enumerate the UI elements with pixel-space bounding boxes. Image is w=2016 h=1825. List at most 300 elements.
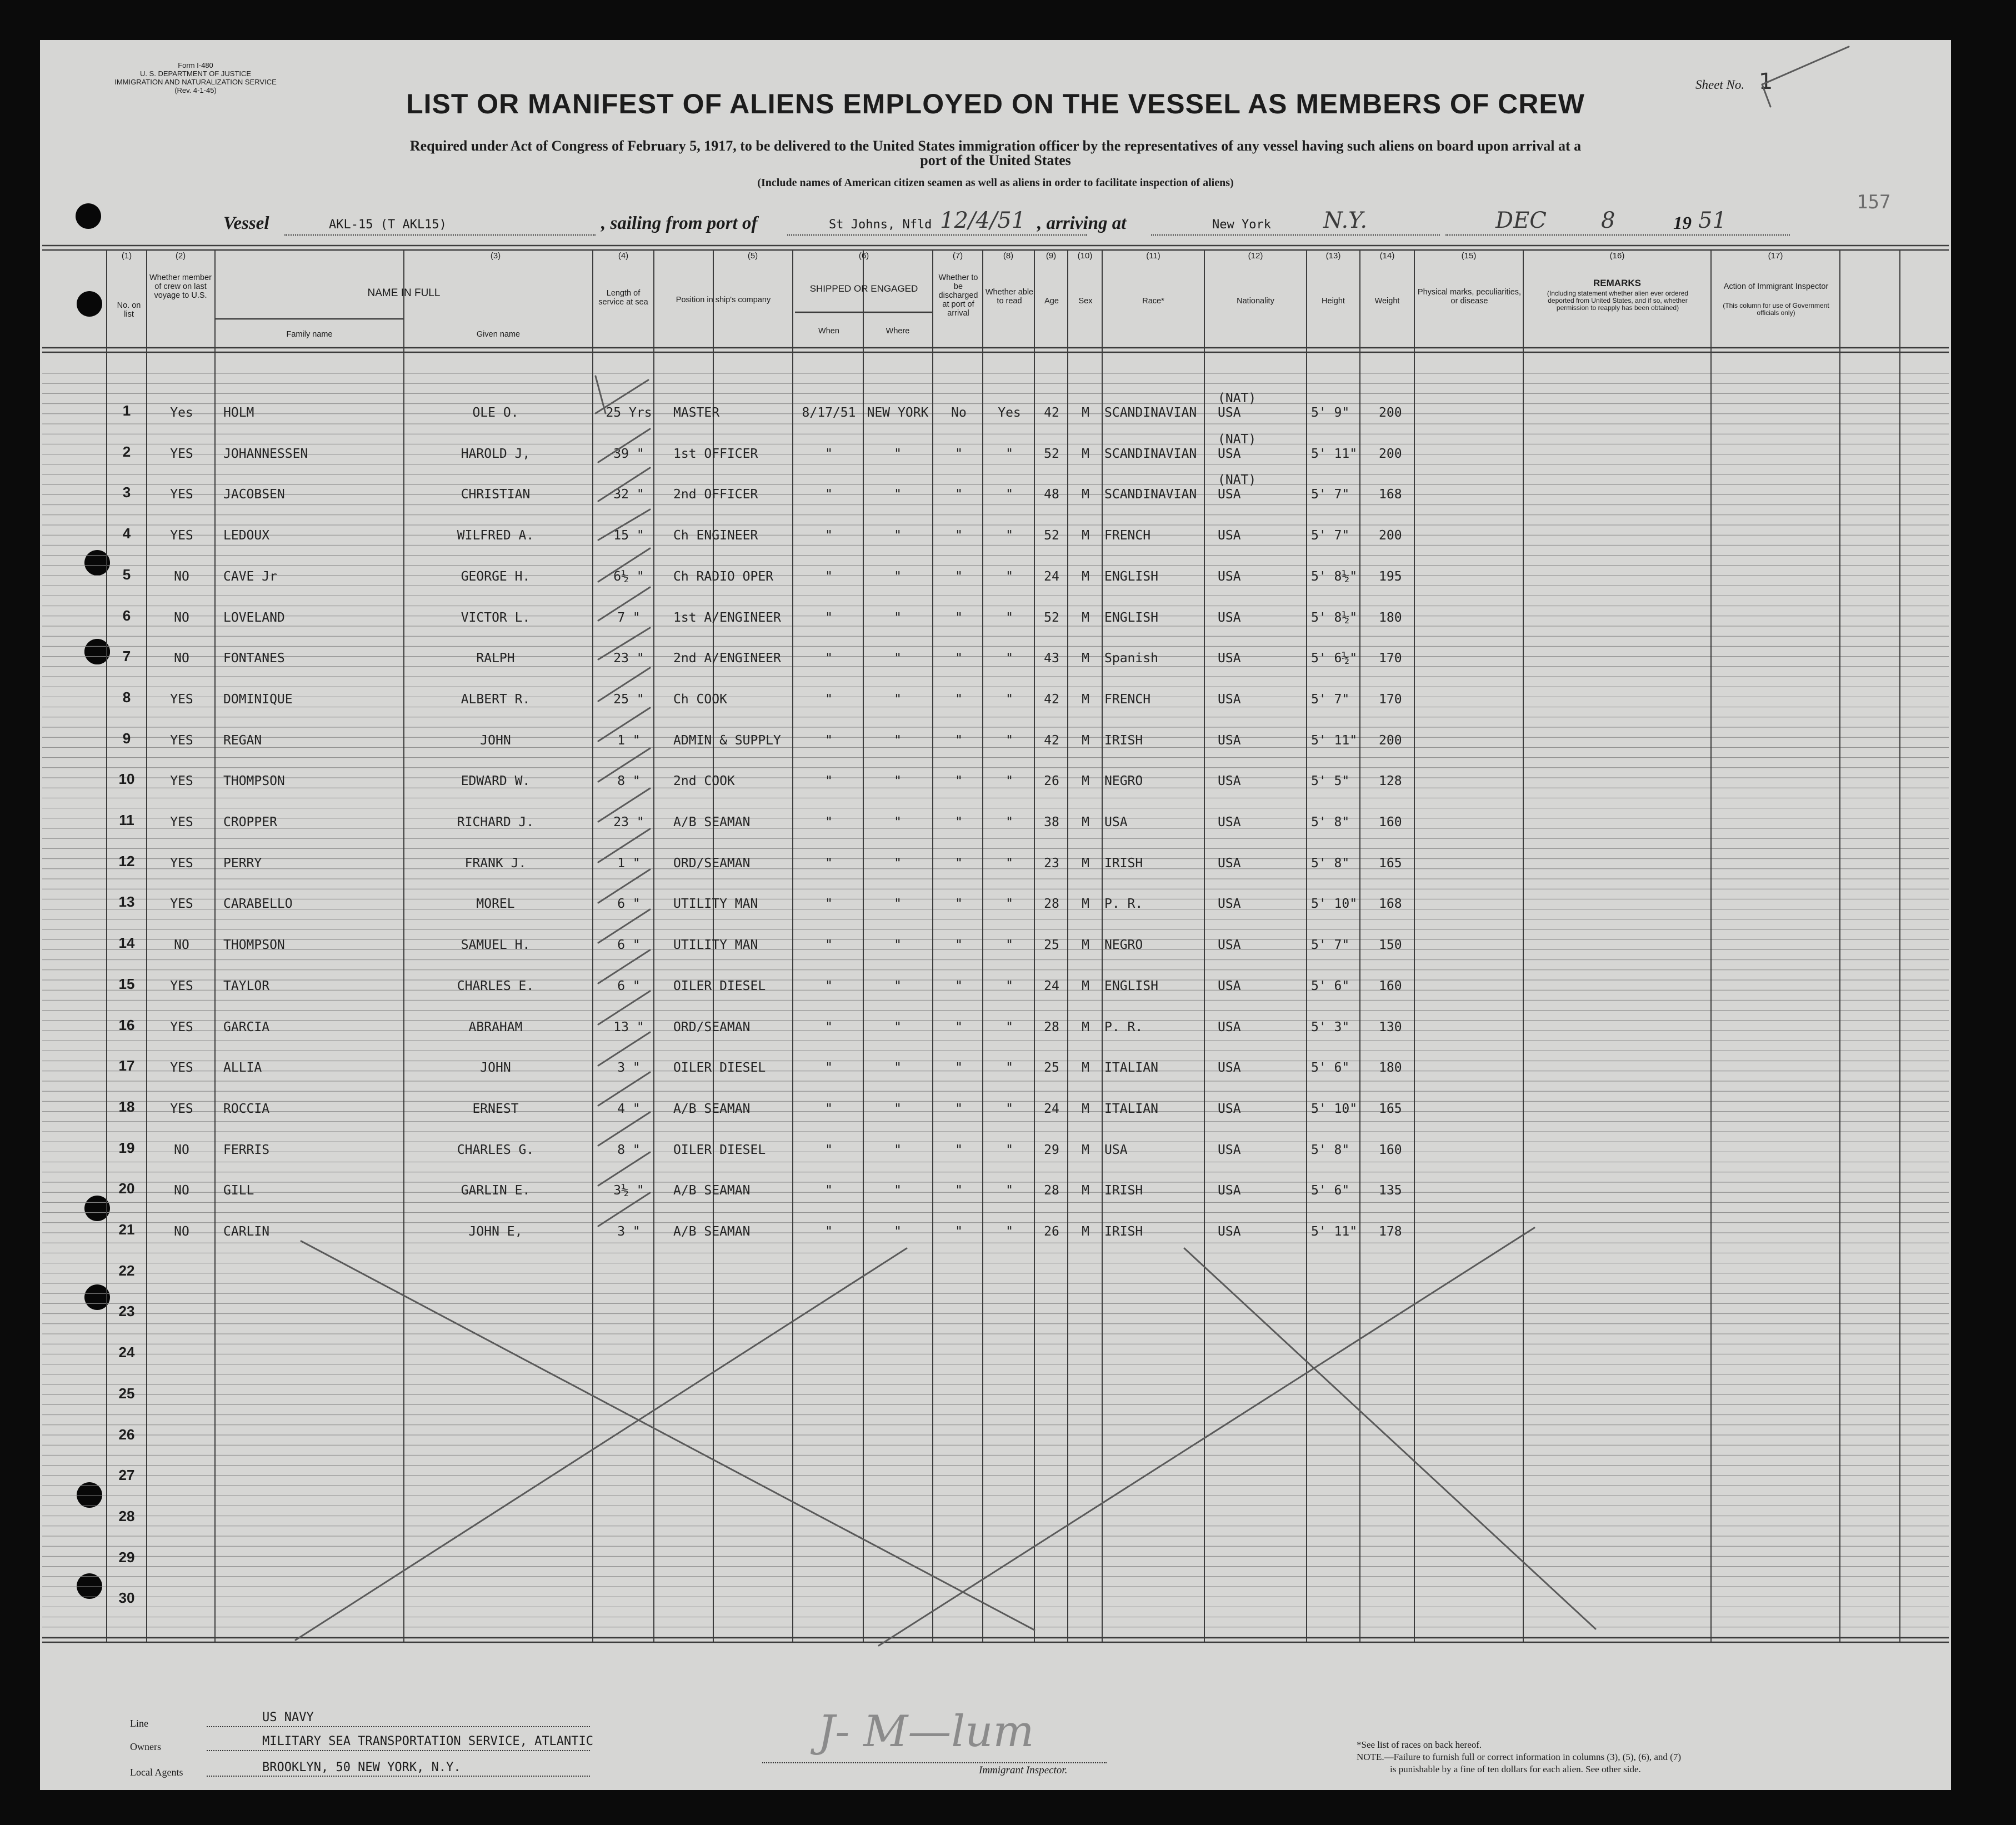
col-header-age: Age [1044, 297, 1059, 306]
row-number: 22 [118, 1262, 135, 1279]
cell-age: 29 [1044, 1142, 1059, 1157]
cell-where: NEW YORK [867, 406, 929, 420]
cell-weight: 200 [1379, 406, 1402, 420]
cell-nationality: USA [1218, 733, 1241, 748]
cell-age: 23 [1044, 856, 1059, 871]
cell-race: ENGLISH [1104, 978, 1158, 993]
cell-sex: M [1082, 978, 1089, 993]
cell-when: " [825, 733, 833, 748]
cell-prev: YES [170, 856, 193, 871]
cell-height: 5' 7" [1311, 692, 1350, 707]
cell-nationality: USA [1218, 978, 1241, 993]
cell-where: " [894, 1019, 902, 1034]
row-number: 6 [122, 607, 131, 624]
row-number: 28 [118, 1507, 135, 1524]
cell-where: " [894, 487, 902, 502]
cell-race: SCANDINAVIAN [1104, 446, 1197, 461]
cell-weight: 180 [1379, 610, 1402, 625]
cell-weight: 168 [1379, 897, 1402, 912]
cell-weight: 170 [1379, 651, 1402, 666]
cell-nationality: USA [1218, 406, 1241, 420]
date-month: DEC [1495, 208, 1547, 233]
cell-weight: 170 [1379, 692, 1402, 707]
cell-family: FONTANES [223, 651, 285, 666]
cell-prev: YES [170, 1061, 193, 1076]
port-date: 12/4/51 [940, 208, 1026, 233]
cell-given: OLE O. [472, 406, 519, 420]
col-header-action-note: (This column for use of Government officials only) [1723, 302, 1829, 317]
cell-prev: YES [170, 733, 193, 748]
cell-read: " [1006, 897, 1013, 912]
page-stamp: 157 [1857, 191, 1891, 213]
inspector-signature: J- M—lum [818, 1707, 1034, 1757]
year-suffix: 51 [1698, 208, 1727, 233]
cell-nationality: USA [1218, 487, 1241, 502]
cell-nationality: USA [1218, 815, 1241, 829]
cell-prev: YES [170, 774, 193, 789]
page-subtitle-note: (Include names of American citizen seamen as well as aliens in order to facilitate inspection of aliens) [757, 177, 1234, 189]
cell-when: " [825, 1101, 833, 1116]
cell-discharged: " [955, 1019, 963, 1034]
cell-weight: 160 [1379, 1142, 1402, 1157]
row-number: 27 [118, 1467, 135, 1484]
cell-prev: YES [170, 897, 193, 912]
cell-age: 24 [1044, 978, 1059, 993]
cell-discharged: " [955, 446, 963, 461]
cell-family: TAYLOR [223, 978, 270, 993]
column-number: (4) [618, 251, 629, 261]
cell-discharged: " [955, 897, 963, 912]
cell-nationality: USA [1218, 1101, 1241, 1116]
cell-position: A/B SEAMAN [673, 815, 751, 829]
cell-prev: YES [170, 1019, 193, 1034]
cell-when: " [825, 446, 833, 461]
cell-service: 8 " [617, 774, 641, 789]
cell-nationality: USA [1218, 1061, 1241, 1076]
cell-height: 5' 8" [1311, 856, 1350, 871]
cell-prev: NO [174, 569, 189, 584]
cell-service: 6 " [617, 978, 641, 993]
cell-given: EDWARD W. [461, 774, 531, 789]
cell-position: A/B SEAMAN [673, 1183, 751, 1198]
cell-sex: M [1082, 1224, 1089, 1239]
row-number: 23 [118, 1303, 135, 1320]
cell-given: JOHN [480, 1061, 511, 1076]
row-number: 18 [118, 1098, 135, 1115]
row-number: 14 [118, 934, 135, 952]
cell-when: " [825, 1183, 833, 1198]
cell-position: 2nd OFFICER [673, 487, 758, 502]
cell-height: 5' 10" [1311, 1101, 1358, 1116]
cell-discharged: " [955, 528, 963, 543]
col-header-race: Race* [1142, 297, 1164, 306]
date-day: 8 [1601, 208, 1615, 233]
cell-nationality: USA [1218, 774, 1241, 789]
cell-age: 24 [1044, 569, 1059, 584]
cell-read: " [1006, 692, 1013, 707]
cell-age: 42 [1044, 406, 1059, 420]
cell-race: FRENCH [1104, 528, 1151, 543]
cell-height: 5' 6" [1311, 1061, 1350, 1076]
owners-value: MILITARY SEA TRANSPORTATION SERVICE, ATLANTIC [262, 1734, 594, 1748]
cell-height: 5' 11" [1311, 1224, 1358, 1239]
cell-family: CROPPER [223, 815, 277, 829]
cell-race: IRISH [1104, 1183, 1143, 1198]
cell-nationality: USA [1218, 1224, 1241, 1239]
cell-position: 1st OFFICER [673, 446, 758, 461]
cell-when: " [825, 1224, 833, 1239]
cell-given: FRANK J. [464, 856, 527, 871]
agents-label: Local Agents [130, 1767, 183, 1778]
cell-race: IRISH [1104, 733, 1143, 748]
col-header-sex: Sex [1078, 297, 1093, 306]
col-header-remarks-note: (Including statement whether alien ever ordered deported from United States, and if so, whether permission to reapply has been obtained) [1547, 289, 1689, 312]
column-number: (16) [1609, 251, 1625, 261]
cell-height: 5' 6" [1311, 1183, 1350, 1198]
cell-age: 48 [1044, 487, 1059, 502]
cell-prev: NO [174, 938, 189, 953]
row-number: 24 [118, 1344, 135, 1361]
col-header-where: Where [886, 327, 910, 336]
cell-when: " [825, 897, 833, 912]
cell-position: MASTER [673, 406, 720, 420]
cell-sex: M [1082, 938, 1089, 953]
cell-service: 13 " [613, 1019, 644, 1034]
cell-weight: 168 [1379, 487, 1402, 502]
row-number: 29 [118, 1548, 135, 1566]
col-header-action: Action of Immigrant Inspector [1723, 282, 1829, 291]
cell-nationality: USA [1218, 1183, 1241, 1198]
cell-sex: M [1082, 406, 1089, 420]
column-number: (10) [1077, 251, 1093, 261]
col-header-when: When [818, 327, 839, 336]
cell-prev: NO [174, 1142, 189, 1157]
cell-family: CARABELLO [223, 897, 293, 912]
footnote-fine-cont: is punishable by a fine of ten dollars for each alien. See other side. [1390, 1764, 1641, 1774]
cell-where: " [894, 815, 902, 829]
cell-sex: M [1082, 1019, 1089, 1034]
cell-sex: M [1082, 651, 1089, 666]
cell-height: 5' 8" [1311, 1142, 1350, 1157]
cell-given: CHARLES E. [457, 978, 534, 993]
subtitle-line-1: Required under Act of Congress of February 5, 1917, to be delivered to the United States immigration officer by the representatives of any vessel having such aliens on board upon arrival at a [409, 138, 1582, 154]
cell-discharged: " [955, 1061, 963, 1076]
pencil-strokes [40, 40, 1951, 1790]
cell-discharged: " [955, 1101, 963, 1116]
cell-read: " [1006, 528, 1013, 543]
cell-where: " [894, 1224, 902, 1239]
cell-sex: M [1082, 1061, 1089, 1076]
cell-given: GARLIN E. [461, 1183, 531, 1198]
cell-service: 25 Yrs [606, 406, 652, 420]
cell-weight: 200 [1379, 446, 1402, 461]
cell-prev: YES [170, 815, 193, 829]
cell-nationality: USA [1218, 569, 1241, 584]
cell-given: ALBERT R. [461, 692, 531, 707]
cell-service: 3 " [617, 1061, 641, 1076]
row-number: 17 [118, 1057, 135, 1074]
cell-family: DOMINIQUE [223, 692, 293, 707]
row-number: 16 [118, 1016, 135, 1033]
cell-family: LEDOUX [223, 528, 270, 543]
cell-read: " [1006, 815, 1013, 829]
cell-race: ITALIAN [1104, 1101, 1158, 1116]
cell-service: 4 " [617, 1101, 641, 1116]
cell-when: " [825, 978, 833, 993]
col-header-no: No. on list [117, 301, 141, 319]
cell-family: JOHANNESSEN [223, 446, 308, 461]
cell-position: OILER DIESEL [673, 1142, 766, 1157]
row-number: 4 [122, 525, 131, 542]
cell-service: 8 " [617, 1142, 641, 1157]
cell-race: USA [1104, 815, 1128, 829]
cell-given: RICHARD J. [457, 815, 534, 829]
cell-age: 38 [1044, 815, 1059, 829]
cell-height: 5' 10" [1311, 897, 1358, 912]
cell-service: 6 " [617, 897, 641, 912]
cell-nat-note: (NAT) [1218, 432, 1257, 447]
cell-discharged: " [955, 569, 963, 584]
cell-service: 6 " [617, 938, 641, 953]
cell-given: WILFRED A. [457, 528, 534, 543]
cell-age: 26 [1044, 774, 1059, 789]
cell-where: " [894, 569, 902, 584]
row-number: 11 [119, 812, 134, 828]
cell-race: NEGRO [1104, 774, 1143, 789]
cell-read: Yes [998, 406, 1021, 420]
line-value: US NAVY [262, 1711, 314, 1724]
cell-weight: 165 [1379, 1101, 1402, 1116]
cell-age: 42 [1044, 733, 1059, 748]
cell-family: REGAN [223, 733, 262, 748]
cell-where: " [894, 1183, 902, 1198]
col-header-family: Family name [286, 330, 333, 339]
column-number: (7) [952, 251, 963, 261]
cell-position: A/B SEAMAN [673, 1101, 751, 1116]
cell-where: " [894, 528, 902, 543]
cell-race: FRENCH [1104, 692, 1151, 707]
cell-position: 1st A/ENGINEER [673, 610, 781, 625]
row-number: 15 [118, 975, 135, 992]
cell-age: 26 [1044, 1224, 1059, 1239]
row-number: 21 [118, 1221, 135, 1238]
cell-read: " [1006, 978, 1013, 993]
row-number: 7 [122, 648, 131, 665]
cell-prev: YES [170, 487, 193, 502]
arriving-label: , arriving at [1037, 213, 1127, 233]
row-number: 20 [118, 1180, 135, 1197]
column-number: (11) [1146, 251, 1160, 261]
cell-read: " [1006, 1224, 1013, 1239]
cell-nationality: USA [1218, 610, 1241, 625]
cell-family: CAVE Jr [223, 569, 277, 584]
cell-weight: 150 [1379, 938, 1402, 953]
col-header-nationality: Nationality [1237, 297, 1274, 306]
cell-when: " [825, 692, 833, 707]
col-header-discharged: Whether to be discharged at port of arrival [938, 273, 978, 318]
cell-read: " [1006, 938, 1013, 953]
cell-read: " [1006, 1061, 1013, 1076]
cell-family: PERRY [223, 856, 262, 871]
cell-discharged: " [955, 856, 963, 871]
row-number: 10 [118, 771, 135, 788]
cell-age: 42 [1044, 692, 1059, 707]
cell-when: " [825, 856, 833, 871]
cell-sex: M [1082, 528, 1089, 543]
cell-sex: M [1082, 774, 1089, 789]
cell-nat-note: (NAT) [1218, 473, 1257, 488]
subtitle-line-2: port of the United States [920, 152, 1071, 168]
cell-given: RALPH [476, 651, 515, 666]
cell-where: " [894, 692, 902, 707]
cell-position: OILER DIESEL [673, 1061, 766, 1076]
cell-read: " [1006, 446, 1013, 461]
cell-sex: M [1082, 1183, 1089, 1198]
cell-service: 7 " [617, 610, 641, 625]
column-number: (12) [1248, 251, 1263, 261]
dotted-rule [762, 1762, 1107, 1763]
cell-sex: M [1082, 1101, 1089, 1116]
col-header-position: Position in ship's company [676, 296, 771, 304]
col-header-given: Given name [476, 330, 521, 339]
cell-race: NEGRO [1104, 938, 1143, 953]
cell-race: Spanish [1104, 651, 1158, 666]
cell-sex: M [1082, 1142, 1089, 1157]
cell-position: ADMIN & SUPPLY [673, 733, 781, 748]
cell-weight: 165 [1379, 856, 1402, 871]
cell-given: HAROLD J, [461, 446, 531, 461]
cell-nationality: USA [1218, 446, 1241, 461]
cell-discharged: " [955, 1224, 963, 1239]
cell-when: 8/17/51 [802, 406, 856, 420]
row-number: 1 [122, 402, 131, 419]
cell-when: " [825, 1061, 833, 1076]
row-number: 30 [118, 1589, 135, 1607]
cell-prev: NO [174, 610, 189, 625]
cell-prev: YES [170, 978, 193, 993]
cell-family: ROCCIA [223, 1101, 270, 1116]
cell-height: 5' 9" [1311, 406, 1350, 420]
row-number: 9 [122, 729, 131, 747]
cell-position: ORD/SEAMAN [673, 1019, 751, 1034]
cell-discharged: " [955, 1142, 963, 1157]
cell-age: 24 [1044, 1101, 1059, 1116]
cell-where: " [894, 610, 902, 625]
cell-race: SCANDINAVIAN [1104, 487, 1197, 502]
cell-where: " [894, 1061, 902, 1076]
cell-age: 52 [1044, 446, 1059, 461]
cell-discharged: " [955, 651, 963, 666]
cell-height: 5' 8" [1311, 815, 1350, 829]
cell-weight: 135 [1379, 1183, 1402, 1198]
cell-nationality: USA [1218, 897, 1241, 912]
cell-prev: NO [174, 1224, 189, 1239]
cell-position: ORD/SEAMAN [673, 856, 751, 871]
form-rev: (Rev. 4-1-45) [174, 86, 217, 94]
vessel-value: AKL-15 (T AKL15) [329, 218, 447, 232]
cell-sex: M [1082, 897, 1089, 912]
cell-nationality: USA [1218, 528, 1241, 543]
cell-position: Ch COOK [673, 692, 727, 707]
cell-weight: 178 [1379, 1224, 1402, 1239]
cell-sex: M [1082, 815, 1089, 829]
column-number: (6) [858, 251, 869, 261]
cell-nationality: USA [1218, 1142, 1241, 1157]
cell-when: " [825, 938, 833, 953]
cell-position: OILER DIESEL [673, 978, 766, 993]
cell-weight: 180 [1379, 1061, 1402, 1076]
cell-where: " [894, 856, 902, 871]
cell-discharged: " [955, 733, 963, 748]
col-header-weight: Weight [1374, 297, 1400, 306]
cell-service: 15 " [613, 528, 644, 543]
column-number: (9) [1045, 251, 1057, 261]
arriving-state: N.Y. [1323, 208, 1368, 233]
cell-service: 23 " [613, 815, 644, 829]
column-number: (17) [1768, 251, 1783, 261]
cell-weight: 160 [1379, 815, 1402, 829]
row-number: 8 [122, 688, 131, 706]
cell-position: UTILITY MAN [673, 938, 758, 953]
row-number: 5 [122, 566, 131, 583]
sheet-number-value: 1 [1758, 69, 1773, 94]
port-value: St Johns, Nfld [829, 218, 932, 232]
cell-where: " [894, 446, 902, 461]
cell-given: GEORGE H. [461, 569, 531, 584]
cell-race: IRISH [1104, 1224, 1143, 1239]
form-dept: U. S. DEPARTMENT OF JUSTICE [139, 69, 252, 78]
cell-read: " [1006, 1183, 1013, 1198]
cell-when: " [825, 651, 833, 666]
cell-position: Ch RADIO OPER [673, 569, 774, 584]
cell-given: CHARLES G. [457, 1142, 534, 1157]
vessel-label: Vessel [223, 213, 269, 233]
cell-family: CARLIN [223, 1224, 270, 1239]
cell-where: " [894, 1101, 902, 1116]
cell-nationality: USA [1218, 938, 1241, 953]
cell-family: THOMPSON [223, 774, 285, 789]
cell-given: SAMUEL H. [461, 938, 531, 953]
cell-nat-note: (NAT) [1218, 391, 1257, 406]
cell-race: ENGLISH [1104, 569, 1158, 584]
column-number: (8) [1003, 251, 1014, 261]
cell-discharged: " [955, 610, 963, 625]
row-number: 13 [118, 893, 135, 911]
cell-service: 39 " [613, 446, 644, 461]
cell-height: 5' 7" [1311, 528, 1350, 543]
cell-family: GARCIA [223, 1019, 270, 1034]
cell-height: 5' 3" [1311, 1019, 1350, 1034]
cell-read: " [1006, 733, 1013, 748]
cell-age: 28 [1044, 897, 1059, 912]
cell-read: " [1006, 1101, 1013, 1116]
column-number: (14) [1379, 251, 1395, 261]
form-service: IMMIGRATION AND NATURALIZATION SERVICE [114, 78, 277, 86]
cell-weight: 200 [1379, 528, 1402, 543]
cell-prev: NO [174, 651, 189, 666]
cell-where: " [894, 938, 902, 953]
inspector-label: Immigrant Inspector. [979, 1764, 1068, 1776]
column-number: (1) [121, 251, 132, 261]
cell-family: LOVELAND [223, 610, 285, 625]
cell-weight: 130 [1379, 1019, 1402, 1034]
cell-weight: 195 [1379, 569, 1402, 584]
cell-age: 25 [1044, 1061, 1059, 1076]
cell-read: " [1006, 610, 1013, 625]
sheet-number-label: Sheet No. [1695, 78, 1745, 92]
cell-prev: NO [174, 1183, 189, 1198]
cell-age: 28 [1044, 1019, 1059, 1034]
